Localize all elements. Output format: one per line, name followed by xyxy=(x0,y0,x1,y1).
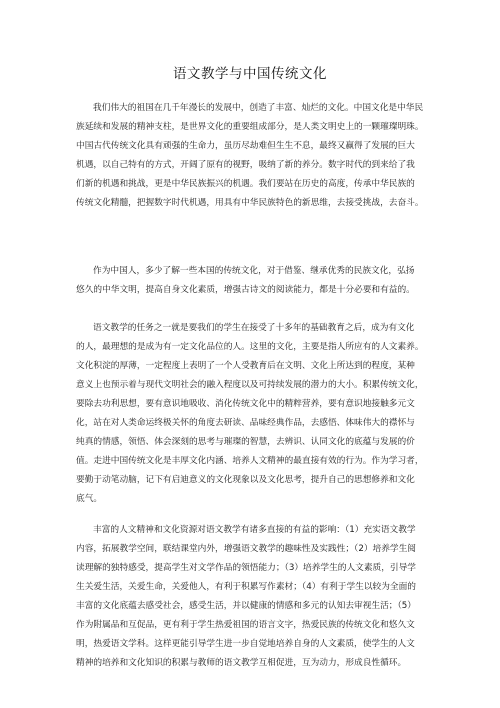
text-line: 值。走进中国传统文化是丰厚文化内涵、培养人文精神的最直接有效的行为。作为学习者， xyxy=(76,456,424,466)
paragraph-1 xyxy=(76,99,424,213)
text-line: 丰富的人文精神和文化资源对语文教学有诸多直接的有益的影响：（1）充实语文教学 xyxy=(93,525,416,535)
paragraph-3 xyxy=(76,319,424,509)
text-line: 明，热爱语文学科。这样更能引导学生进一步自觉地培养自身的人文素质，使学生的人文 xyxy=(76,639,415,649)
text-line: 传统文化精髓，把握数字时代机遇，用具有中华民族特色的新思维，去接受挑战，去奋斗。 xyxy=(76,198,424,208)
text-line: 要除去功利思想，要有意识地吸收、消化传统文化中的精粹营养，要有意识地接触多元文 xyxy=(76,399,415,409)
text-line: 精神的培养和文化知识的积累与教师的语文教学互相促进，互为动力，形成良性循环。 xyxy=(76,658,407,668)
paragraph-2 xyxy=(76,262,424,300)
text-line: 的人，最理想的是成为有一定文化品位的人。这里的文化，主要是指人所应有的人文素养。 xyxy=(76,342,424,352)
text-line: 丰富的文化底蕴去感受社会，感受生活，并以健康的情感和多元的认知去审视生活；（5） xyxy=(76,601,416,611)
text-line: 文化积淀的厚薄，一定程度上表明了一个人受教育后在文明、文化上所达到的程度，某种 xyxy=(76,361,415,371)
text-line: 作为中国人，多少了解一些本国的传统文化，对于借鉴、继承优秀的民族文化，弘扬 xyxy=(93,266,415,276)
text-line: 纯真的情感，领悟、体会深刻的思考与璀璨的智慧，去辨识、认同文化的底蕴与发展的价 xyxy=(76,437,415,447)
document-title: 语文教学与中国传统文化 xyxy=(173,66,327,82)
text-line: 中国古代传统文化具有顽强的生命力，虽历尽劫难但生生不息，最终又赢得了发展的巨大 xyxy=(76,141,415,151)
paragraph-4 xyxy=(76,521,424,673)
text-line: 机遇，以自己特有的方式，开阔了原有的视野，吸纳了新的养分。数字时代的到来给了我 xyxy=(76,160,415,170)
text-line: 语文教学的任务之一就是要我们的学生在接受了十多年的基础教育之后，成为有文化 xyxy=(93,323,415,333)
text-line: 意义上也预示着与现代文明社会的融入程度以及可持续发展的潜力的大小。积累传统文化， xyxy=(76,380,424,390)
text-line: 生关爱生活，关爱生命，关爱他人，有利于积累写作素材；（4）有利于学生以较为全面的 xyxy=(76,582,416,592)
text-line: 作为附属品和互促品，更有利于学生热爱祖国的语言文字，热爱民族的传统文化和悠久文 xyxy=(76,620,415,630)
text-line: 悠久的中华文明，提高自身文化素质，增强古诗文的阅读能力，都是十分必要和有益的。 xyxy=(76,285,415,295)
text-line: 底气。 xyxy=(76,494,103,504)
text-line: 要勤于动笔动脑，记下有启迪意义的文化现象以及文化思考，提升自己的思想修养和文化 xyxy=(76,475,415,485)
text-line: 化，站在对人类命运终极关怀的角度去研读、品味经典作品，去感悟、体味伟大的襟怀与 xyxy=(76,418,415,428)
text-line: 我们伟大的祖国在几千年漫长的发展中，创造了丰富、灿烂的文化。中国文化是中华民 xyxy=(93,103,424,113)
text-line: 们新的机遇和挑战，更是中华民族振兴的机遇。我们要站在历史的高度，传承中华民族的 xyxy=(76,179,415,189)
text-line: 读理解的独特感受，提高学生对文学作品的领悟能力；（3）培养学生的人文素质，引导学 xyxy=(76,563,416,573)
text-line: 族延续和发展的精神支柱，是世界文化的重要组成部分，是人类文明史上的一颗璀璨明珠。 xyxy=(76,122,424,132)
text-line: 内容，拓展教学空间，联结课堂内外，增强语文教学的趣味性及实践性；（2）培养学生阅 xyxy=(76,544,416,554)
